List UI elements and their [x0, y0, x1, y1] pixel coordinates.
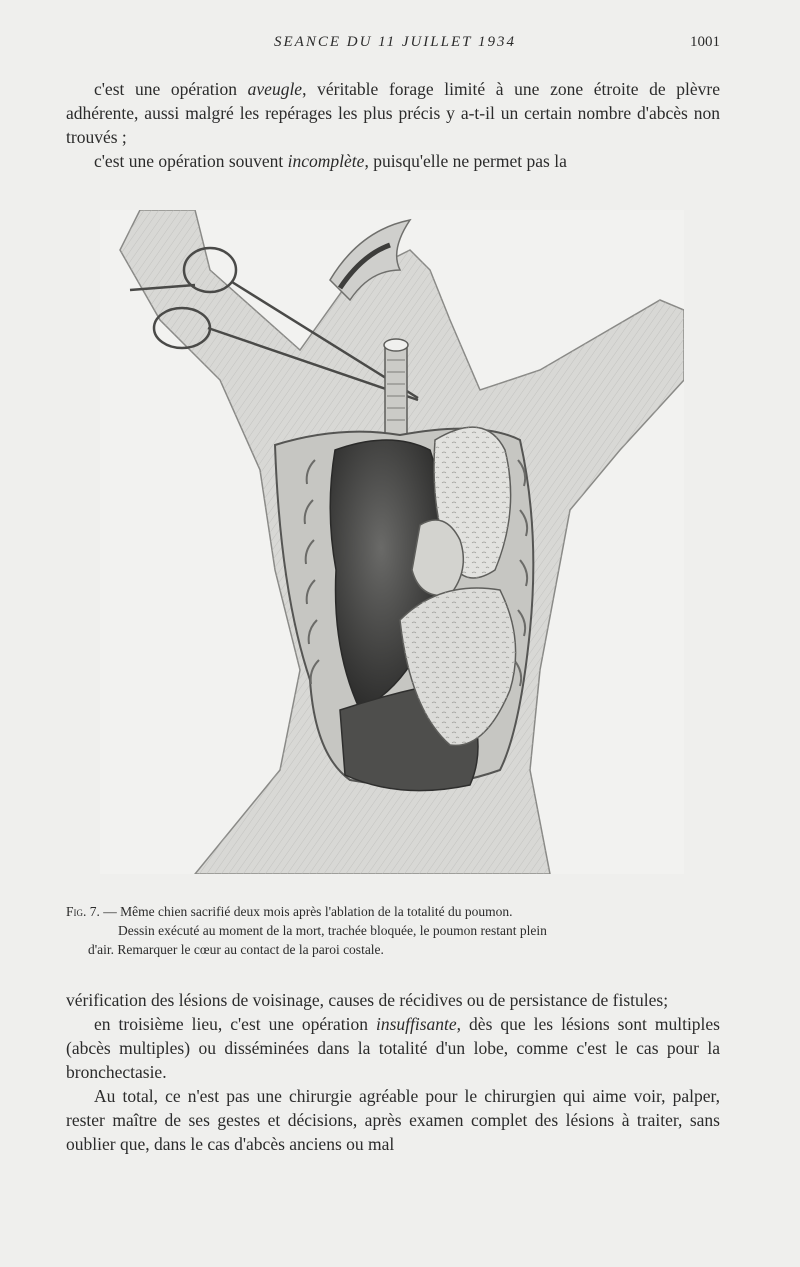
caption-line-2: Dessin exécuté au moment de la mort, trachée bloquée, le poumon restant plein	[118, 923, 547, 938]
text-run: c'est une opération souvent	[94, 151, 288, 171]
emphasis-incomplete: incomplète	[287, 151, 365, 171]
top-text-block	[66, 77, 720, 173]
anatomical-drawing-figure	[100, 210, 684, 874]
emphasis-insuffisante: insuffisante	[375, 1014, 457, 1034]
text-run: c'est une opération	[94, 79, 248, 99]
text-run: , puisqu'elle ne permet pas la	[364, 151, 567, 171]
paragraph-insufficient-operation	[66, 1012, 720, 1084]
emphasis-aveugle: aveugle	[247, 79, 303, 99]
running-head	[70, 34, 720, 58]
trachea	[384, 339, 408, 445]
caption-line-3: d'air. Remarquer le cœur au contact de la paroi costale.	[88, 942, 384, 957]
text-run: , véritable forage limité à une zone étroite de plèvre adhérente, aussi malgré les repérages les plus précis y a-t-il un certain nombre d'abcès non trouvés ;	[66, 79, 720, 147]
page-number: 1001	[690, 34, 720, 50]
caption-line-1: — Même chien sacrifié deux mois après l'ablation de la totalité du poumon.	[99, 904, 513, 919]
paragraph-incomplete-operation	[66, 149, 720, 173]
paragraph-conclusion: Au total, ce n'est pas une chirurgie agréable pour le chirurgien qui aime voir, palper, rester maître de ses gestes et décisions, après examen complet des lésions à traiter, sans oublier que, dans le cas d'abcès anciens ou mal	[66, 1086, 720, 1154]
text-run: en troisième lieu, c'est une opération	[94, 1014, 376, 1034]
bottom-text-block	[66, 988, 720, 1156]
running-title: SEANCE DU 11 JUILLET 1934	[274, 34, 516, 50]
paragraph-blind-operation	[66, 77, 720, 149]
text-run: , dès que les lésions sont multiples (abcès multiples) ou disséminées dans la totalité d'un lobe, comme c'est le cas pour la bronchectasie.	[66, 1014, 720, 1082]
dissected-dog-drawing	[100, 210, 684, 874]
figure-label: Fig. 7.	[66, 904, 100, 919]
paragraph-verification: vérification des lésions de voisinage, causes de récidives ou de persistance de fistules;	[66, 990, 669, 1010]
figure-caption	[66, 902, 720, 959]
